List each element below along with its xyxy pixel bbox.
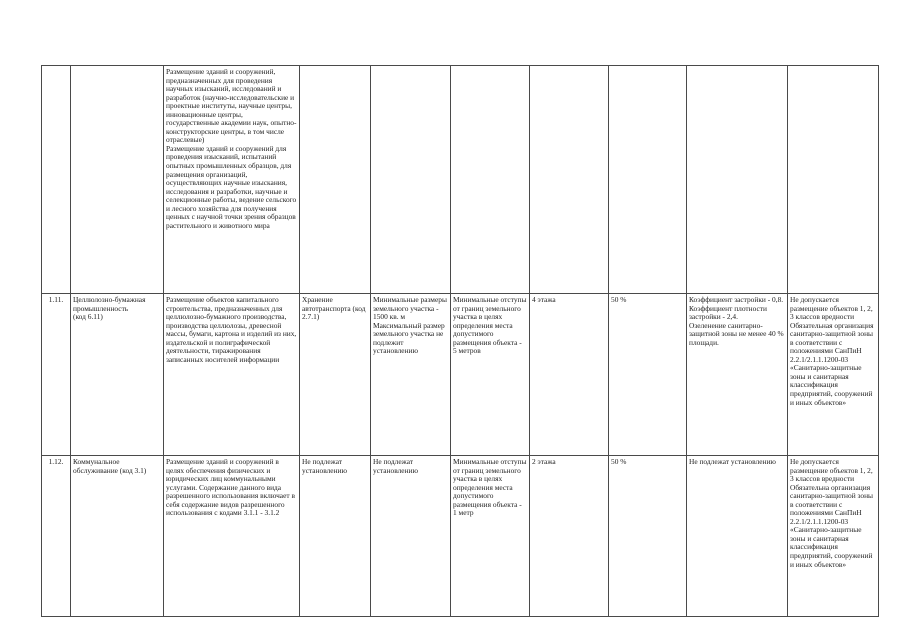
use-description-cell: Размещение зданий и сооружений в целях обеспечения физических и юридических лиц коммунальными услугами. Содержание данного вида разрешенного использования включает в себя содержание видов разрешенного использования с кодами 3.1.1 - 3.1.2 [164, 456, 300, 617]
restrictions-cell: Не допускается размещение объектов 1, 2, 3 классов вредности Обязательная организация санитарно-защитной зоны в соответствии с положениями СанПиН 2.2.1/2.1.1.1200-03 «Санитарно-защитные зоны и санитарная классификация предприятий, сооружений и иных объектов» [788, 294, 879, 456]
use-name-cell: Коммунальное обслуживание (код 3.1) [71, 456, 164, 617]
row-number-cell: 1.11. [42, 294, 71, 456]
auxiliary-use-cell: Хранение автотранспорта (код 2.7.1) [300, 294, 371, 456]
setbacks-cell: Минимальные отступы от границ земельного участка в целях определения места допустимого размещения объекта - 1 метр [451, 456, 530, 617]
plot-size-cell: Не подлежат установлению [371, 456, 451, 617]
row-number-cell: 1.12. [42, 456, 71, 617]
floors-cell: 4 этажа [530, 294, 609, 456]
table-row [42, 456, 879, 617]
use-name-cell: Целлюлозно-бумажная промышленность (код 6.11) [71, 294, 164, 456]
table-row [42, 66, 879, 294]
auxiliary-use-cell: Не подлежат установлению [300, 456, 371, 617]
restrictions-cell: Не допускается размещение объектов 1, 2, 3 классов вредности Обязательна организация санитарно-защитной зоны в соответствии с положениями СанПиН 2.2.1/2.1.1.1200-03 «Санитарно-защитные зоны и санитарная классификация предприятий, сооружений и иных объектов» [788, 456, 879, 617]
coverage-cell: 50 % [609, 456, 687, 617]
restrictions-cell [788, 66, 879, 294]
coverage-cell: 50 % [609, 294, 687, 456]
floors-cell [530, 66, 609, 294]
row-number-cell [42, 66, 71, 294]
other-params-cell: Коэффициент застройки - 0,8. Коэффициент плотности застройки - 2,4. Озеленение санитарно-защитной зоны не менее 40 % площади. [687, 294, 788, 456]
coverage-cell [609, 66, 687, 294]
plot-size-cell: Минимальные размеры земельного участка - 1500 кв. м Максимальный размер земельного участка не подлежит установлению [371, 294, 451, 456]
zoning-regulations-table [41, 65, 879, 617]
use-description-cell: Размещение зданий и сооружений, предназначенных для проведения научных изысканий, исследований и разработок (научно-исследовательские и проектные институты, научные центры, инновационные центры, государственные академии наук, опытно-конструкторские центры, в том числе отраслевые) Размещение зданий и сооружений для проведения изысканий, испытаний опытных промышленных образцов, для размещения организаций, осуществляющих научные изыскания, исследования и разработки, научные и селекционные работы, ведение сельского и лесного хозяйства для получения ценных с научной точки зрения образцов растительного и животного мира [164, 66, 300, 294]
use-description-cell: Размещение объектов капитального строительства, предназначенных для целлюлозно-бумажного производства, производства целлюлозы, древесной массы, бумаги, картона и изделий из них, издательской и полиграфической деятельности, тиражирования записанных носителей информации [164, 294, 300, 456]
plot-size-cell [371, 66, 451, 294]
auxiliary-use-cell [300, 66, 371, 294]
setbacks-cell [451, 66, 530, 294]
table-row [42, 294, 879, 456]
floors-cell: 2 этажа [530, 456, 609, 617]
other-params-cell [687, 66, 788, 294]
setbacks-cell: Минимальные отступы от границ земельного участка в целях определения места допустимого размещения объекта - 5 метров [451, 294, 530, 456]
use-name-cell [71, 66, 164, 294]
other-params-cell: Не подлежат установлению [687, 456, 788, 617]
